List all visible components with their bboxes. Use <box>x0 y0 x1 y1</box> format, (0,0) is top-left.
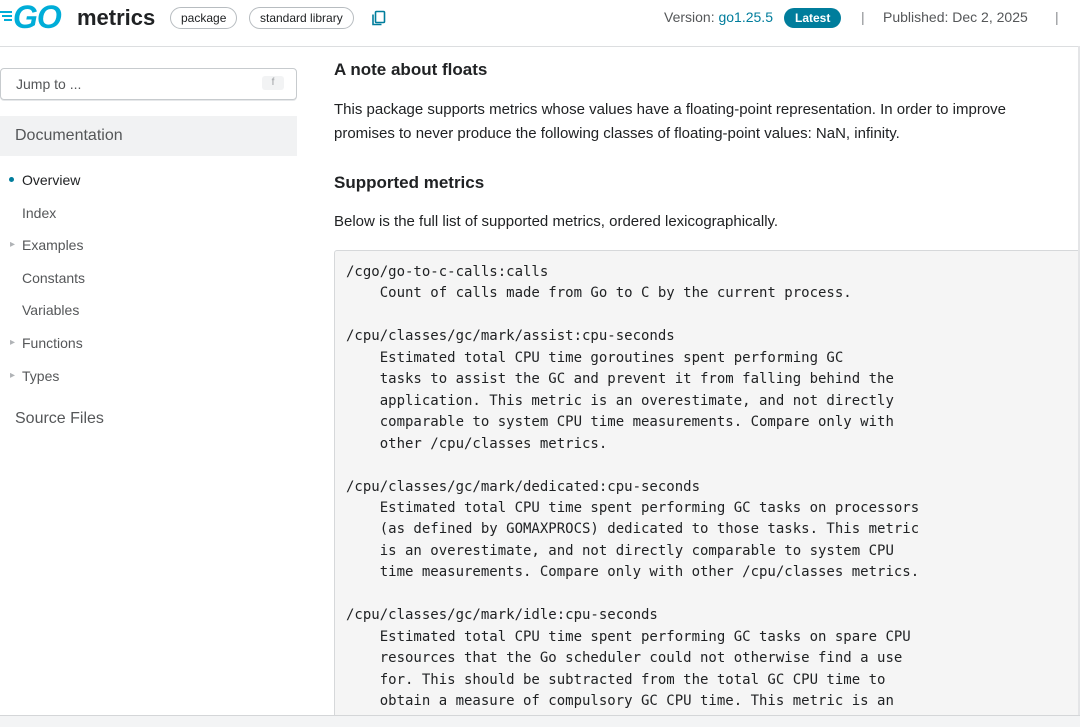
horizontal-scrollbar[interactable] <box>0 715 1080 727</box>
published-date: Published: Dec 2, 2025 <box>883 9 1028 25</box>
package-name: metrics <box>77 5 156 30</box>
version-info <box>664 9 773 25</box>
sidebar-item-examples[interactable]: Examples <box>22 237 84 253</box>
active-dot-icon <box>9 177 14 182</box>
caret-right-icon: ▸ <box>10 239 16 250</box>
latest-badge[interactable]: Latest <box>784 8 841 28</box>
caret-right-icon: ▸ <box>10 337 16 348</box>
copy-icon[interactable] <box>371 10 387 26</box>
sidebar-item-constants[interactable]: Constants <box>22 270 86 286</box>
supported-metrics-intro: Below is the full list of supported metrics, ordered lexicographically. <box>334 213 779 230</box>
sidebar-item-overview[interactable]: Overview <box>22 172 81 188</box>
floats-heading: A note about floats <box>334 60 488 79</box>
chip-package: package <box>170 7 237 29</box>
sidebar-item-functions[interactable]: Functions <box>22 335 83 351</box>
go-logo[interactable] <box>0 0 74 38</box>
sidebar-item-variables[interactable]: Variables <box>22 302 80 318</box>
version-link[interactable]: go1.25.5 <box>718 9 773 25</box>
jump-to-input[interactable] <box>0 68 297 100</box>
caret-right-icon: ▸ <box>10 370 16 381</box>
sidebar <box>0 47 310 726</box>
top-header <box>0 0 1080 47</box>
jump-shortcut-key: f <box>262 76 284 90</box>
version-label: Version: <box>664 9 715 25</box>
logo-text: GO <box>13 0 61 35</box>
chip-standard-library: standard library <box>249 7 354 29</box>
main-content <box>334 47 1080 726</box>
supported-metrics-heading: Supported metrics <box>334 173 485 192</box>
source-files-link[interactable]: Source Files <box>15 410 104 427</box>
metrics-code-text: /cgo/go-to-c-calls:calls Count of calls made from Go to C by the current process. /cpu/classes/gc/mark/assist:cpu-seconds Estimated total CPU time goroutines spent performing GC tasks to assist the GC and prevent it from falling behind the application. This metric is an overestimate, and not directly comparable to system CPU time measurements. Compare only with other /cpu/classes metrics. /cpu/classes/gc/mark/dedicated:cpu-seconds Estimated total CPU time spent performing GC tasks on processors (as defined by GOMAXPROCS) dedicated to those tasks. This metric is an overestimate, and not directly comparable to system CPU time measurements. Compare only with other /cpu/classes metrics. /cpu/classes/gc/mark/idle:cpu-seconds Estimated total CPU time spent performing GC tasks on spare CPU resources that the Go scheduler could not otherwise find a use for. This should be subtracted from the total GC CPU time to obtain a measure of compulsory GC CPU time. This metric is an <box>346 264 920 710</box>
jump-placeholder: Jump to ... <box>16 76 82 92</box>
documentation-heading[interactable] <box>0 116 297 156</box>
separator: | <box>1055 9 1059 25</box>
metrics-code-block <box>334 250 1080 726</box>
floats-paragraph-line-2: promises to never produce the following classes of floating-point values: NaN, infinity. <box>334 125 900 142</box>
documentation-heading-label: Documentation <box>15 127 123 144</box>
sidebar-item-types[interactable]: Types <box>22 368 60 384</box>
separator: | <box>861 9 865 25</box>
floats-paragraph-line-1: This package supports metrics whose values have a floating-point representation. In order to improve <box>334 101 1007 118</box>
sidebar-item-index[interactable]: Index <box>22 205 57 221</box>
